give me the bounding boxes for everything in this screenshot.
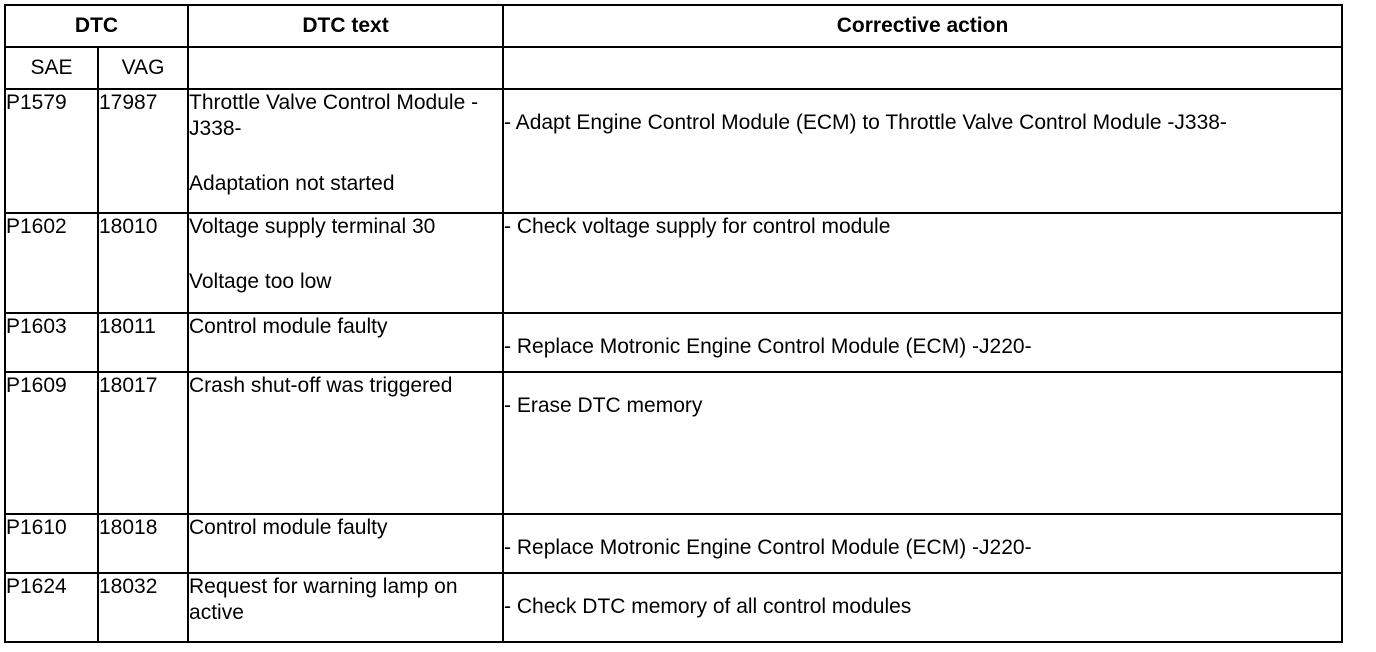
corrective-action: - Check DTC memory of all control modules <box>503 573 1342 642</box>
sae-code: P1624 <box>5 573 98 642</box>
header-dtc: DTC <box>5 5 188 47</box>
corrective-action: - Erase DTC memory <box>503 372 1342 514</box>
empty-cell <box>188 47 503 89</box>
table-row <box>5 573 1342 642</box>
dtc-text-detail: Voltage too low <box>189 270 332 293</box>
corrective-action: - Replace Motronic Engine Control Module (ECM) -J220- <box>503 313 1342 372</box>
dtc-text: Control module faulty <box>188 313 503 372</box>
header-vag: VAG <box>98 47 188 89</box>
table-row <box>5 313 1342 372</box>
corrective-action: - Check voltage supply for control module <box>503 213 1342 313</box>
table-row <box>5 514 1342 573</box>
dtc-text: Control module faulty <box>188 514 503 573</box>
table-row <box>5 89 1342 213</box>
vag-code: 18018 <box>98 514 188 573</box>
dtc-text: Crash shut-off was triggered <box>188 372 503 514</box>
dtc-text: Request for warning lamp on active <box>188 573 503 642</box>
vag-code: 18032 <box>98 573 188 642</box>
dtc-text-detail: Adaptation not started <box>189 172 395 195</box>
vag-code: 18017 <box>98 372 188 514</box>
vag-code: 17987 <box>98 89 188 213</box>
sae-code: P1610 <box>5 514 98 573</box>
corrective-action: - Replace Motronic Engine Control Module (ECM) -J220- <box>503 514 1342 573</box>
header-dtc-text: DTC text <box>188 5 503 47</box>
dtc-text: Throttle Valve Control Module -J338- <box>189 91 479 140</box>
dtc-text-cell <box>188 89 503 213</box>
corrective-action: - Adapt Engine Control Module (ECM) to Throttle Valve Control Module -J338- <box>503 89 1342 213</box>
table-row <box>5 372 1342 514</box>
table-header-row <box>5 5 1342 47</box>
table-row <box>5 213 1342 313</box>
header-sae: SAE <box>5 47 98 89</box>
sae-code: P1603 <box>5 313 98 372</box>
sae-code: P1579 <box>5 89 98 213</box>
header-corrective-action: Corrective action <box>503 5 1342 47</box>
dtc-text: Voltage supply terminal 30 <box>189 215 436 238</box>
sae-code: P1602 <box>5 213 98 313</box>
table-subheader-row <box>5 47 1342 89</box>
empty-cell <box>503 47 1342 89</box>
dtc-text-cell <box>188 213 503 313</box>
vag-code: 18011 <box>98 313 188 372</box>
vag-code: 18010 <box>98 213 188 313</box>
sae-code: P1609 <box>5 372 98 514</box>
dtc-table <box>4 4 1343 643</box>
